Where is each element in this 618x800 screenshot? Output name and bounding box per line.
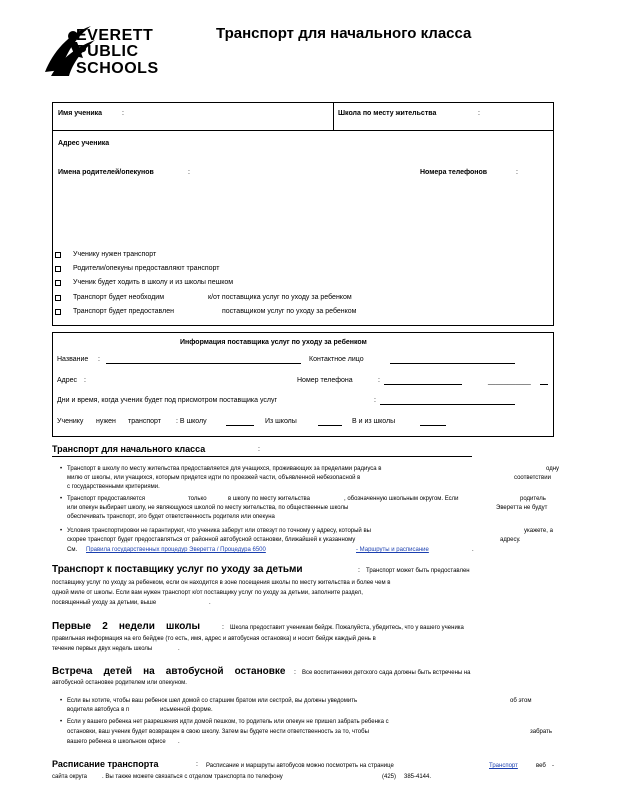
paragraph-text: или опекун выбирает школу, не являющуюся школой по месту жительства, по общественные школы xyxy=(67,505,349,511)
paragraph-text: Расписание и маршруты автобусов можно посмотреть на странице xyxy=(206,763,394,769)
colon: : xyxy=(378,377,380,384)
contact-label: Контактное лицо xyxy=(309,356,364,363)
paragraph-text: - xyxy=(552,763,554,769)
paragraph-text: Транспорт в школу по месту жительства предоставляется для учащихся, проживающих за пределами радиуса в xyxy=(67,466,382,472)
section4-heading: Встреча детей на автобусной остановке xyxy=(52,666,286,677)
paragraph-text: Транспорт может быть предоставлен xyxy=(366,568,470,574)
paragraph-text: . xyxy=(178,646,180,652)
phones-label: Номера телефонов xyxy=(420,169,488,176)
paragraph-text: в школу по месту жительства xyxy=(228,496,310,502)
paragraph-text: одной миле от школы. Если вам нужен транспорт к/от поставщику услуг по уходу за детьми, заполните раздел, xyxy=(52,590,363,596)
logo-line3: SCHOOLS xyxy=(76,60,159,77)
divider xyxy=(333,102,334,130)
paragraph-text: течение первых двух недель школы xyxy=(52,646,153,652)
paragraph-text: об этом xyxy=(510,698,532,704)
section2-heading: Транспорт к поставщику услуг по уходу за детьми xyxy=(52,564,303,575)
paragraph-text: Все воспитанники детского сада должны быть встречены на xyxy=(302,670,471,676)
bullet-dot: • xyxy=(60,719,63,725)
paragraph-text: соответствии xyxy=(514,475,551,481)
paragraph-text: Школа предоставит ученикам бейдж. Пожалуйста, убедитесь, что у вашего ученика xyxy=(230,625,464,631)
option-label: Транспорт будет предоставлен xyxy=(73,308,174,315)
phone-number: (425) xyxy=(382,774,397,780)
phone-number: 385-4144. xyxy=(404,774,432,780)
paragraph-text: , обозначенную школьным округом. Если xyxy=(344,496,459,502)
paragraph-text: милю от школы, или учащихся, которым придется идти по проезжей части, объявленной небезопасной в xyxy=(67,475,361,481)
paragraph-text: Условия транспортировки не гарантируют, что ученика заберут или отвезут по точному у адресу, который вы xyxy=(67,528,371,534)
dash: ___________ xyxy=(488,378,531,385)
provider-title: Информация поставщика услуг по уходу за ребенком xyxy=(180,339,367,346)
option-label: Родители/опекуны предоставляют транспорт xyxy=(73,265,220,272)
paragraph-text: Если у вашего ребенка нет разрешения идти домой пешком, то родитель или опекун не пришел забрать ребенка с xyxy=(67,719,389,725)
paragraph-text: вашего ребенка в школьном офисе xyxy=(67,739,166,745)
paragraph-text: . xyxy=(178,739,180,745)
paragraph-text: водителя автобуса в п xyxy=(67,707,130,713)
from-school-label: Из школы xyxy=(265,418,297,425)
provider-phone-field[interactable] xyxy=(384,384,462,385)
paragraph-text: . xyxy=(209,600,211,606)
colon: : xyxy=(188,169,190,176)
checkbox-walk[interactable] xyxy=(55,280,61,286)
provider-name-field[interactable] xyxy=(106,363,301,364)
needs-text: нужен xyxy=(96,418,116,425)
colon: : xyxy=(122,110,124,117)
colon: : xyxy=(222,624,224,631)
section1-heading: Транспорт для начального класса xyxy=(52,444,206,454)
page-title: Транспорт для начального класса xyxy=(216,25,472,42)
transport-link[interactable]: Транспорт xyxy=(489,763,518,769)
checkbox-transport-provided[interactable] xyxy=(55,309,61,315)
option-label: Ученик будет ходить в школу и из школы пешком xyxy=(73,279,234,286)
paragraph-text: Если вы хотите, чтобы ваш ребенок шел домой со старшим братом или сестрой, вы должны уведомить xyxy=(67,698,358,704)
both-field[interactable] xyxy=(420,425,446,426)
days-label: Дни и время, когда ученик будет под присмотром поставщика услуг xyxy=(57,397,278,404)
bullet-dot: • xyxy=(60,528,63,534)
bullet-dot: • xyxy=(60,698,63,704)
address-label: Адрес ученика xyxy=(58,140,110,147)
option-label: Транспорт будет необходим xyxy=(73,294,165,301)
both-label: В и из школы xyxy=(352,418,396,425)
divider xyxy=(52,130,554,131)
checkbox-transport-needed[interactable] xyxy=(55,295,61,301)
colon: : xyxy=(294,669,296,676)
logo-line1: EVERETT xyxy=(76,27,154,44)
section5-heading: Расписание транспорта xyxy=(52,759,159,769)
paragraph-text: укажете, а xyxy=(524,528,553,534)
option-label: Ученику нужен транспорт xyxy=(73,251,157,258)
bullet-dot: • xyxy=(60,496,63,502)
paragraph-text: адресу. xyxy=(500,537,521,543)
to-school-label: : В школу xyxy=(176,418,207,425)
checkbox-parents-provide[interactable] xyxy=(55,266,61,272)
days-field[interactable] xyxy=(380,404,515,405)
paragraph-text: исьменной форме. xyxy=(160,707,213,713)
student-name-label: Имя ученика xyxy=(58,110,103,117)
colon: : xyxy=(196,761,198,768)
paragraph-text: сайта округа xyxy=(52,774,87,780)
colon: : xyxy=(258,446,260,453)
procedure-6500-link[interactable]: Правила государственных процедур Эверетта / Процедура 6500 xyxy=(86,547,266,553)
checkbox-needs-transport[interactable] xyxy=(55,252,61,258)
colon: : xyxy=(478,110,480,117)
paragraph-text: забрать xyxy=(530,729,552,735)
paragraph-text: остановки, ваш ученик будет возвращен в свою школу. Затем вы будете нести ответственность за то, чтобы xyxy=(67,729,369,735)
option-suffix: поставщиком услуг по уходу за ребенком xyxy=(222,308,357,315)
paragraph-text: правильная информация на его бейдже (то есть, имя, адрес и автобусная остановка) и носит бейдж каждый день в xyxy=(52,636,376,642)
logo-line2: PUBLIC xyxy=(76,43,139,60)
parents-label: Имена родителей/опекунов xyxy=(58,169,154,176)
colon: : xyxy=(84,377,86,384)
routes-schedule-link[interactable]: - Маршруты и расписание xyxy=(356,547,429,553)
contact-field[interactable] xyxy=(390,363,515,364)
paragraph-text: обеспечивать транспорт, это будет ответственность родителя или опекуна xyxy=(67,514,275,520)
from-school-field[interactable] xyxy=(318,425,342,426)
paragraph-text: веб xyxy=(536,763,546,769)
paragraph-text: автобусной остановке родителем или опекуном. xyxy=(52,680,187,686)
paragraph-text: одну xyxy=(546,466,560,472)
colon: : xyxy=(98,356,100,363)
colon: : xyxy=(358,567,360,574)
colon: : xyxy=(516,169,518,176)
provider-address-label: Адрес xyxy=(57,377,78,384)
paragraph-text: Транспорт предоставляется xyxy=(67,496,146,502)
to-school-field[interactable] xyxy=(226,425,254,426)
needs-text: Ученику xyxy=(57,418,84,425)
school-label: Школа по месту жительства xyxy=(338,110,437,117)
paragraph-text: Эверетта не будут xyxy=(496,505,548,511)
paragraph-text: посвященный уходу за детьми, выше xyxy=(52,600,157,606)
paragraph-text: скорее транспорт будет предоставляться от районной автобусной остановки, ближайшей к указанному xyxy=(67,537,356,543)
provider-phone-label: Номер телефона xyxy=(297,377,353,384)
bullet-dot: • xyxy=(60,466,63,472)
paragraph-text: родитель xyxy=(520,496,546,502)
provider-phone-ext-field[interactable] xyxy=(540,384,548,385)
paragraph-text: только xyxy=(188,496,207,502)
needs-text: транспорт xyxy=(128,418,161,425)
paragraph-text: . Вы также можете связаться с отделом транспорта по телефону xyxy=(102,774,283,780)
paragraph-text: См. xyxy=(67,547,78,553)
paragraph-text: поставщику услуг по уходу за ребенком, если он находится в зоне посещения школы по месту жительства и более чем в xyxy=(52,580,391,586)
paragraph-text: . xyxy=(472,547,474,553)
paragraph-text: с государственными критериями. xyxy=(67,484,160,490)
option-suffix: к/от поставщика услуг по уходу за ребенком xyxy=(208,294,352,301)
section3-heading: Первые 2 недели школы xyxy=(52,621,200,632)
provider-name-label: Название xyxy=(57,356,89,363)
divider xyxy=(52,456,472,457)
colon: : xyxy=(374,397,376,404)
